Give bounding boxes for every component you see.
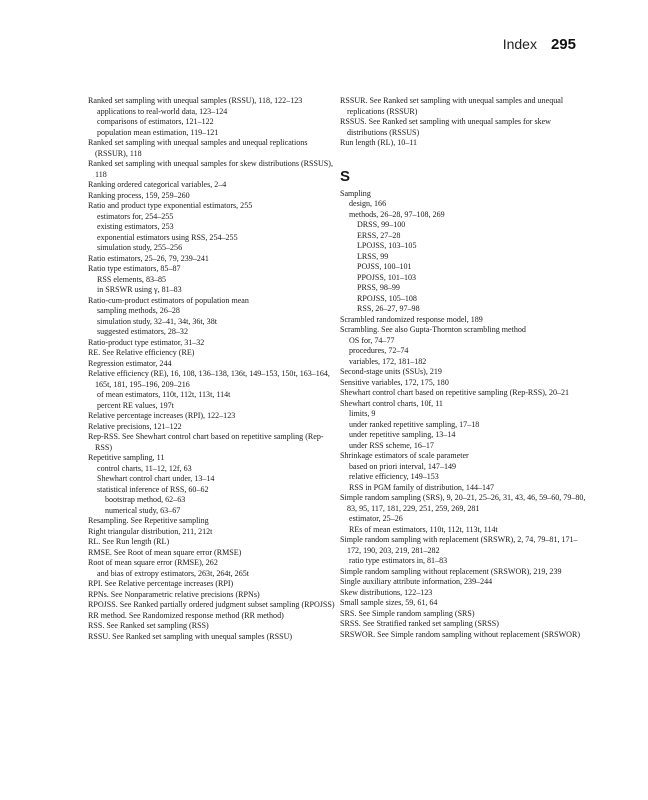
index-entry: Scrambling. See also Gupta-Thornton scrambling method <box>340 325 526 334</box>
index-entry: Ratio estimators, 25–26, 79, 239–241 <box>88 253 209 263</box>
index-subentry: of mean estimators, 110t, 112t, 113t, 114t <box>97 390 231 399</box>
index-entry: Ranking ordered categorical variables, 2–4 <box>88 180 227 189</box>
index-entry: RPNs. See Nonparametric relative precisions (RPNs) <box>88 589 260 599</box>
index-entry: Shewhart control chart based on repetitive sampling (Rep-RSS), 20–21 <box>340 388 570 397</box>
header-section-label: Index <box>502 36 537 52</box>
index-entry: RE. See Relative efficiency (RE) <box>88 348 195 357</box>
index-subentry: methods, 26–28, 97–108, 269 <box>349 209 445 219</box>
index-subentry: procedures, 72–74 <box>349 346 409 355</box>
index-entry: Single auxiliary attribute information, 239–244 <box>340 577 493 586</box>
index-subentry: design, 166 <box>349 199 387 208</box>
index-entry: Regression estimator, 244 <box>88 358 172 368</box>
index-subentry: relative efficiency, 149–153 <box>349 472 439 481</box>
index-subentry: DRSS, 99–100 <box>357 220 406 229</box>
index-entry: Ranked set sampling with unequal samples for skew distributions (RSSUS), 118 <box>88 159 333 179</box>
index-entry: Rep-RSS. See Shewhart control chart based on repetitive sampling (Rep-RSS) <box>88 432 324 452</box>
index-entry: Repetitive sampling, 11 <box>88 453 165 462</box>
index-subentry: comparisons of estimators, 121–122 <box>97 117 214 126</box>
index-subentry: under ranked repetitive sampling, 17–18 <box>349 419 480 429</box>
index-subentry: and bias of extropy estimators, 263t, 264t, 265t <box>97 568 249 578</box>
index-subentry: variables, 172, 181–182 <box>349 356 427 366</box>
index-entry: Simple random sampling without replacement (SRSWOR), 219, 239 <box>340 566 562 576</box>
index-entry: Ranked set sampling with unequal samples (RSSU), 118, 122–123 <box>88 96 303 105</box>
index-subentry: ERSS, 27–28 <box>357 230 401 240</box>
index-entry: RR method. See Randomized response method (RR method) <box>88 610 284 620</box>
index-subentry: POJSS, 100–101 <box>357 262 412 271</box>
index-entry: RPOJSS. See Ranked partially ordered judgment subset sampling (RPOJSS) <box>88 600 335 609</box>
index-entry: Relative percentage increases (RPI), 122–123 <box>88 411 236 420</box>
index-subentry: applications to real-world data, 123–124 <box>97 106 228 116</box>
index-subentry: ratio type estimators in, 81–83 <box>349 556 448 565</box>
index-entry: Resampling. See Repetitive sampling <box>88 516 209 525</box>
index-entry: SRSS. See Stratified ranked set sampling (SRSS) <box>340 619 499 628</box>
index-entry: SRS. See Simple random sampling (SRS) <box>340 608 475 618</box>
index-subentry: numerical study, 63–67 <box>105 505 181 515</box>
index-subentry: limits, 9 <box>349 409 376 418</box>
index-entry: Root of mean square error (RMSE), 262 <box>88 558 218 567</box>
index-entry: Ranking process, 159, 259–260 <box>88 190 190 200</box>
index-subentry: population mean estimation, 119–121 <box>97 127 219 137</box>
index-subentry: under repetitive sampling, 13–14 <box>349 430 456 439</box>
index-subentry: sampling methods, 26–28 <box>97 306 180 315</box>
index-entry: Skew distributions, 122–123 <box>340 587 433 597</box>
index-entry: RPI. See Relative percentage increases (RPI) <box>88 579 234 588</box>
index-subentry: under RSS scheme, 16–17 <box>349 440 434 450</box>
index-subentry: RSS, 26–27, 97–98 <box>357 304 420 313</box>
index-subentry: based on priori interval, 147–149 <box>349 461 457 471</box>
index-subentry: statistical inference of RSS, 60–62 <box>97 484 209 494</box>
index-entry: Second-stage units (SSUs), 219 <box>340 367 442 376</box>
index-subentry: control charts, 11–12, 12f, 63 <box>97 463 192 473</box>
index-entry: Relative efficiency (RE), 16, 108, 136–138, 136t, 149–153, 150t, 163–164, 165t, 181, 195–196, 209–216 <box>88 369 330 389</box>
index-subentry: simulation study, 255–256 <box>97 243 183 252</box>
index-subentry: Shewhart control chart under, 13–14 <box>97 474 215 483</box>
index-subentry: exponential estimators using RSS, 254–255 <box>97 232 238 242</box>
index-entry: Shewhart control charts, 10f, 11 <box>340 398 443 408</box>
index-column-right <box>340 96 590 640</box>
index-subentry: LRSS, 99 <box>357 251 389 261</box>
index-entry: SRSWOR. See Simple random sampling without replacement (SRSWOR) <box>340 629 581 639</box>
index-subentry: estimators for, 254–255 <box>97 211 174 221</box>
index-entry: Relative precisions, 121–122 <box>88 421 182 431</box>
index-subentry: suggested estimators, 28–32 <box>97 327 188 336</box>
index-entry: Ranked set sampling with unequal samples and unequal replications (RSSUR), 118 <box>88 138 308 158</box>
index-subentry: simulation study, 32–41, 34t, 36t, 38t <box>97 316 217 326</box>
index-entry: Ratio type estimators, 85–87 <box>88 264 181 273</box>
index-subentry: REs of mean estimators, 110t, 112t, 113t, 114t <box>349 524 498 534</box>
index-entry: RSSUR. See Ranked set sampling with unequal samples and unequal replications (RSSUR) <box>340 96 564 116</box>
index-entry: Ratio and product type exponential estimators, 255 <box>88 201 253 210</box>
index-entry: Scrambled randomized response model, 189 <box>340 314 483 324</box>
index-entry: RSSU. See Ranked set sampling with unequal samples (RSSU) <box>88 631 293 641</box>
index-entry: RSS. See Ranked set sampling (RSS) <box>88 621 209 630</box>
page-number: 295 <box>550 36 576 53</box>
index-column-left <box>88 96 338 642</box>
index-subentry: RSS in PGM family of distribution, 144–147 <box>349 482 495 492</box>
index-subentry: OS for, 74–77 <box>349 335 395 345</box>
index-subentry: percent RE values, 197t <box>97 400 174 410</box>
index-column-right-s-entries <box>340 189 590 641</box>
index-subentry: PPOJSS, 101–103 <box>357 272 417 282</box>
running-header <box>503 36 576 53</box>
index-entry: Run length (RL), 10–11 <box>340 138 418 147</box>
index-entry: Shrinkage estimators of scale parameter <box>340 451 469 460</box>
index-entry: Simple random sampling with replacement (SRSWR), 2, 74, 79–81, 171–172, 190, 203, 219, 281–282 <box>340 535 578 555</box>
index-subentry: LPOJSS, 103–105 <box>357 241 417 250</box>
index-subentry: RPOJSS, 105–108 <box>357 293 417 303</box>
index-subentry: existing estimators, 253 <box>97 222 174 231</box>
index-subentry: in SRSWR using γ, 81–83 <box>97 285 182 294</box>
index-entry: Sensitive variables, 172, 175, 180 <box>340 377 449 387</box>
index-entry: Ratio-product type estimator, 31–32 <box>88 337 205 347</box>
index-entry: Simple random sampling (SRS), 9, 20–21, 25–26, 31, 43, 46, 59–60, 79–80, 83, 95, 117, 181, 229, 251, 259, 269, 281 <box>340 493 586 513</box>
index-entry: RL. See Run length (RL) <box>88 537 170 546</box>
index-entry: Ratio-cum-product estimators of population mean <box>88 295 249 305</box>
index-subentry: estimator, 25–26 <box>349 514 403 523</box>
index-entry: Sampling <box>340 188 371 198</box>
index-entry: RMSE. See Root of mean square error (RMSE) <box>88 547 242 557</box>
index-entry: Right triangular distribution, 211, 212t <box>88 526 213 536</box>
index-subentry: RSS elements, 83–85 <box>97 274 167 284</box>
section-letter-heading: S <box>340 167 351 185</box>
index-column-right-r-entries <box>340 96 590 149</box>
index-subentry: bootstrap method, 62–63 <box>105 495 186 504</box>
index-subentry: PRSS, 98–99 <box>357 283 400 292</box>
index-entry: Small sample sizes, 59, 61, 64 <box>340 598 438 607</box>
index-entry: RSSUS. See Ranked set sampling with unequal samples for skew distributions (RSSUS) <box>340 117 551 137</box>
